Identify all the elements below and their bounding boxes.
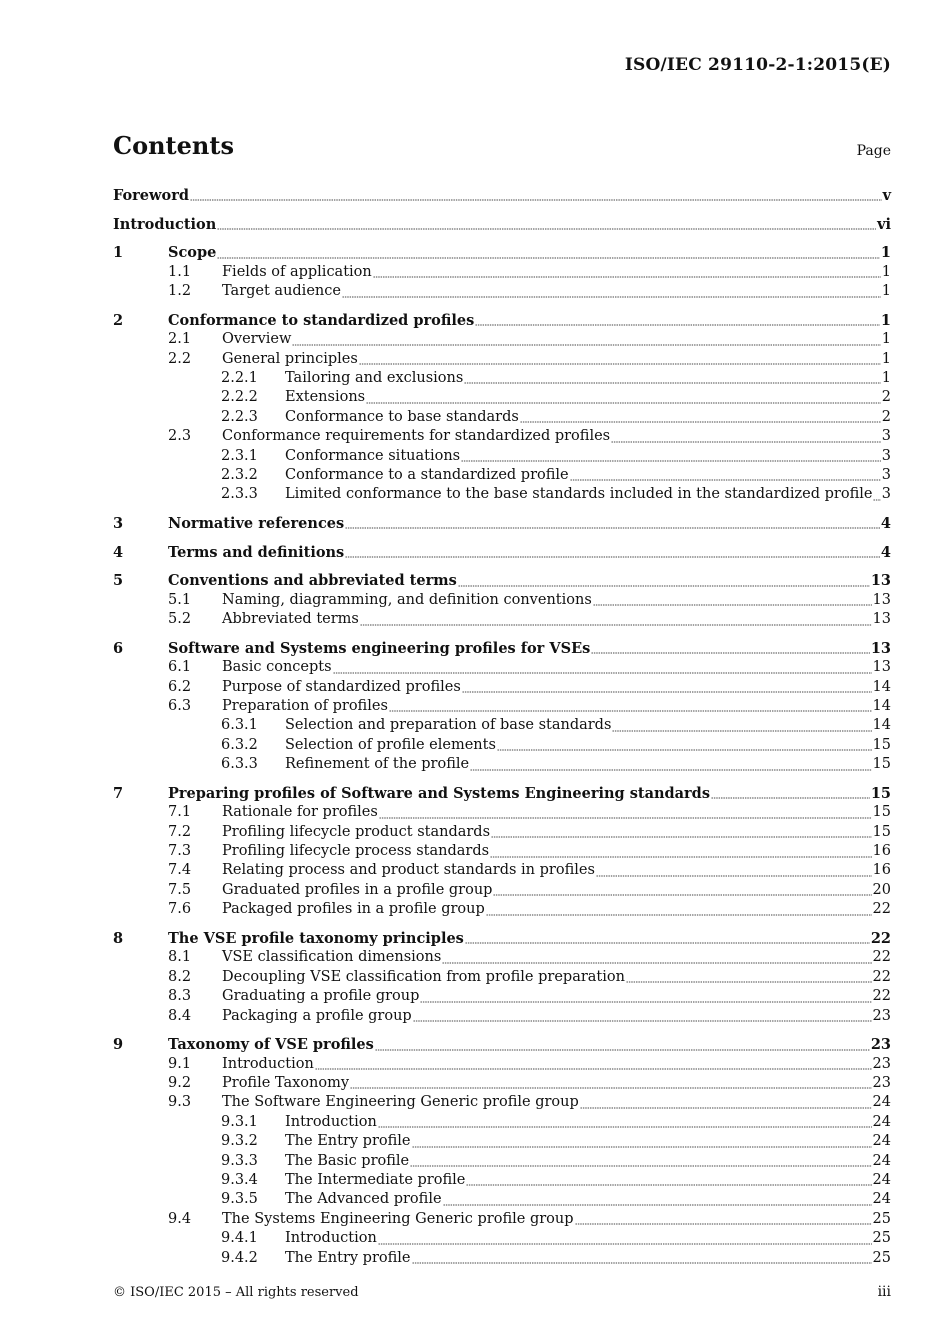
dot-leader <box>413 1010 872 1022</box>
toc-entry-number: 6.2 <box>168 678 192 695</box>
toc-entry-page[interactable]: 13 <box>872 611 891 628</box>
toc-entry-number: 7.2 <box>168 823 192 840</box>
toc-entry-number: 2.2 <box>168 350 192 367</box>
toc-entry-page[interactable]: 23 <box>872 1055 891 1072</box>
dot-leader <box>217 247 880 259</box>
toc-entry-title[interactable]: Basic concepts <box>222 659 332 676</box>
toc-entry-title[interactable]: The Entry profile <box>285 1249 411 1266</box>
toc-entry-page[interactable]: 2 <box>881 408 891 425</box>
toc-entry[interactable] <box>113 948 891 967</box>
toc-entry-page[interactable]: 3 <box>881 486 891 503</box>
toc-entry-title[interactable]: Normative references <box>168 515 345 533</box>
toc-entry[interactable] <box>113 987 891 1006</box>
toc-entry[interactable] <box>113 571 891 590</box>
toc-entry-page[interactable]: 1 <box>880 311 891 329</box>
toc-entry-page[interactable]: vi <box>877 215 891 233</box>
dot-leader <box>466 1174 871 1186</box>
toc-entry[interactable] <box>113 1132 891 1151</box>
toc-entry-title[interactable]: Conformance to base standards <box>285 408 519 425</box>
toc-entry-title[interactable]: Overview <box>222 331 292 348</box>
toc-entry[interactable] <box>113 823 891 842</box>
toc-entry-title[interactable]: VSE classification dimensions <box>222 949 442 966</box>
toc-entry[interactable] <box>113 1152 891 1171</box>
toc-entry[interactable] <box>113 1249 891 1268</box>
toc-entry-title[interactable]: General principles <box>222 350 358 367</box>
toc-entry-page[interactable]: 22 <box>870 929 891 947</box>
toc-entry[interactable] <box>113 1190 891 1209</box>
toc-entry-page[interactable]: 14 <box>872 678 891 695</box>
toc-entry-page[interactable]: 15 <box>870 784 891 802</box>
toc-entry-number: 8.1 <box>168 949 192 966</box>
toc-entry-number: 6 <box>113 639 124 657</box>
toc-entry-page[interactable]: 23 <box>872 1007 891 1024</box>
toc-entry-number: 8.4 <box>168 1007 192 1024</box>
page-title: Contents <box>113 131 234 160</box>
toc-entry-title[interactable]: Selection of profile elements <box>285 736 496 753</box>
toc-entry[interactable] <box>113 736 891 755</box>
page-column-label: Page <box>856 143 891 159</box>
dot-leader <box>580 1097 872 1109</box>
toc-entry-title[interactable]: Preparing profiles of Software and Systems Engineering standards <box>168 784 710 802</box>
dot-leader <box>378 1233 872 1245</box>
toc-entry-number: 1.1 <box>168 263 192 280</box>
toc-entry-title[interactable]: Conventions and abbreviated terms <box>168 572 457 590</box>
toc-entry[interactable] <box>113 1055 891 1074</box>
toc-entry-number: 5.1 <box>168 591 192 608</box>
toc-entry-number: 2.2.1 <box>221 370 258 387</box>
table-of-contents <box>113 186 891 1268</box>
dot-leader <box>490 846 872 858</box>
toc-entry-title[interactable]: Naming, diagramming, and definition conventions <box>222 591 592 608</box>
toc-entry-page[interactable]: 24 <box>872 1191 891 1208</box>
toc-entry[interactable] <box>113 447 891 466</box>
toc-entry-title[interactable]: Packaged profiles in a profile group <box>222 901 485 918</box>
dot-leader <box>873 489 880 501</box>
dot-leader <box>359 353 881 365</box>
toc-entry-title[interactable]: Rationale for profiles <box>222 804 378 821</box>
dot-leader <box>491 826 872 838</box>
toc-entry-number: 2.3.1 <box>221 447 258 464</box>
toc-entry[interactable] <box>113 716 891 735</box>
toc-entry-number: 9.4.1 <box>221 1230 258 1247</box>
toc-entry-page[interactable]: 15 <box>872 736 891 753</box>
dot-leader <box>461 450 881 462</box>
toc-entry-page[interactable]: 1 <box>881 263 891 280</box>
toc-entry-page[interactable]: 15 <box>872 804 891 821</box>
toc-entry[interactable] <box>113 658 891 677</box>
dot-leader <box>412 1136 872 1148</box>
dot-leader <box>360 614 872 626</box>
toc-entry[interactable] <box>113 408 891 427</box>
toc-entry[interactable] <box>113 929 891 948</box>
toc-entry[interactable] <box>113 1229 891 1248</box>
dot-leader <box>345 546 880 558</box>
toc-entry-number: 4 <box>113 543 124 561</box>
toc-entry[interactable] <box>113 968 891 987</box>
dot-leader <box>373 266 881 278</box>
dot-leader <box>520 411 881 423</box>
page-number: iii <box>877 1284 891 1300</box>
toc-entry-number: 1 <box>113 244 124 262</box>
toc-entry-number: 3 <box>113 515 124 533</box>
toc-entry[interactable] <box>113 639 891 658</box>
toc-entry-title[interactable]: Graduating a profile group <box>222 988 420 1005</box>
toc-entry-number: 7.6 <box>168 901 192 918</box>
toc-entry-number: 5 <box>113 572 124 590</box>
toc-entry-title[interactable]: Relating process and product standards in profiles <box>222 862 595 879</box>
toc-entry[interactable] <box>113 803 891 822</box>
toc-entry-title[interactable]: Tailoring and exclusions <box>285 370 464 387</box>
toc-entry-page[interactable]: 3 <box>881 447 891 464</box>
dot-leader <box>465 932 870 944</box>
toc-entry-number: 8.2 <box>168 968 192 985</box>
toc-entry-number: 2.3 <box>168 428 192 445</box>
dot-leader <box>333 662 872 674</box>
dot-leader <box>375 1039 870 1051</box>
toc-entry-number: 9.4.2 <box>221 1249 258 1266</box>
dot-leader <box>379 807 872 819</box>
toc-entry-title[interactable]: Introduction <box>222 1055 314 1072</box>
toc-entry-page[interactable]: 1 <box>881 331 891 348</box>
toc-entry[interactable] <box>113 263 891 282</box>
toc-entry[interactable] <box>113 755 891 774</box>
toc-entry-title[interactable]: The Advanced profile <box>285 1191 442 1208</box>
toc-entry-page[interactable]: 24 <box>872 1094 891 1111</box>
toc-entry-title[interactable]: Profiling lifecycle process standards <box>222 843 490 860</box>
toc-entry-number: 6.3.3 <box>221 756 258 773</box>
toc-entry-page[interactable]: 23 <box>870 1036 891 1054</box>
toc-entry-title[interactable]: Introduction <box>285 1113 377 1130</box>
toc-entry-number: 7.4 <box>168 862 192 879</box>
dot-leader <box>442 952 871 964</box>
dot-leader <box>475 314 880 326</box>
toc-entry-title[interactable]: The Systems Engineering Generic profile group <box>222 1210 574 1227</box>
toc-entry-number: 6.3.2 <box>221 736 258 753</box>
toc-entry-title[interactable]: Profiling lifecycle product standards <box>222 823 491 840</box>
toc-entry[interactable] <box>113 881 891 900</box>
toc-entry-title[interactable]: Purpose of standardized profiles <box>222 678 461 695</box>
toc-entry[interactable] <box>113 697 891 716</box>
toc-entry-number: 9.3.3 <box>221 1152 258 1169</box>
dot-leader <box>462 681 872 693</box>
toc-entry-number: 9.3.5 <box>221 1191 258 1208</box>
toc-entry-page[interactable]: 25 <box>872 1210 891 1227</box>
dot-leader <box>591 642 870 654</box>
toc-entry[interactable] <box>113 350 891 369</box>
toc-entry-page[interactable]: 1 <box>880 244 891 262</box>
toc-entry-number: 9.2 <box>168 1074 192 1091</box>
dot-leader <box>410 1155 871 1167</box>
dot-leader <box>570 469 881 481</box>
toc-entry-title[interactable]: The Software Engineering Generic profile group <box>222 1094 579 1111</box>
dot-leader <box>626 971 872 983</box>
toc-entry-page[interactable]: 14 <box>872 698 891 715</box>
dot-leader <box>470 759 871 771</box>
toc-entry[interactable] <box>113 311 891 330</box>
toc-entry-number: 9.3.4 <box>221 1171 258 1188</box>
toc-entry-page[interactable]: 3 <box>881 466 891 483</box>
toc-entry-page[interactable]: 22 <box>872 988 891 1005</box>
dot-leader <box>611 431 881 443</box>
toc-entry[interactable] <box>113 861 891 880</box>
toc-entry-title[interactable]: Abbreviated terms <box>222 611 359 628</box>
dot-leader <box>443 1194 872 1206</box>
toc-entry-number: 7 <box>113 784 124 802</box>
toc-entry[interactable] <box>113 1210 891 1229</box>
toc-entry[interactable] <box>113 1171 891 1190</box>
toc-entry-title[interactable]: Graduated profiles in a profile group <box>222 881 493 898</box>
toc-entry[interactable] <box>113 543 891 562</box>
toc-entry-page[interactable]: 2 <box>881 389 891 406</box>
toc-entry[interactable] <box>113 1035 891 1054</box>
toc-entry[interactable] <box>113 784 891 803</box>
dot-leader <box>593 594 872 606</box>
toc-entry-page[interactable]: 24 <box>872 1152 891 1169</box>
toc-entry-number: 8.3 <box>168 988 192 1005</box>
dot-leader <box>486 904 872 916</box>
toc-entry-number: 9.1 <box>168 1055 192 1072</box>
toc-entry-number: 6.3.1 <box>221 717 258 734</box>
toc-entry-page[interactable]: 13 <box>870 572 891 590</box>
toc-entry-page[interactable]: 13 <box>870 639 891 657</box>
toc-entry-page[interactable]: 24 <box>872 1171 891 1188</box>
toc-entry-page[interactable]: 24 <box>872 1113 891 1130</box>
copyright-notice: © ISO/IEC 2015 – All rights reserved <box>113 1285 359 1300</box>
toc-entry[interactable] <box>113 842 891 861</box>
toc-entry-page[interactable]: 4 <box>880 515 891 533</box>
toc-entry-page[interactable]: 15 <box>872 823 891 840</box>
toc-entry[interactable] <box>113 243 891 262</box>
toc-entry-title[interactable]: Conformance to a standardized profile <box>285 466 569 483</box>
toc-entry-title[interactable]: Target audience <box>222 283 341 300</box>
dot-leader <box>342 286 881 298</box>
toc-entry[interactable] <box>113 427 891 446</box>
toc-entry-title[interactable]: Refinement of the profile <box>285 756 470 773</box>
dot-leader <box>412 1252 872 1264</box>
toc-entry[interactable] <box>113 466 891 485</box>
toc-entry-number: 2.1 <box>168 331 192 348</box>
toc-entry[interactable] <box>113 900 891 919</box>
toc-entry-title[interactable]: Terms and definitions <box>168 543 345 561</box>
dot-leader <box>612 720 871 732</box>
toc-entry-page[interactable]: 14 <box>872 717 891 734</box>
toc-entry-page[interactable]: 16 <box>872 843 891 860</box>
toc-entry-title[interactable]: Preparation of profiles <box>222 698 388 715</box>
toc-entry-title[interactable]: Conformance requirements for standardized profiles <box>222 428 611 445</box>
toc-entry[interactable] <box>113 1093 891 1112</box>
toc-entry-page[interactable]: 4 <box>880 543 891 561</box>
toc-entry-page[interactable]: 25 <box>872 1230 891 1247</box>
toc-entry-title[interactable]: Scope <box>168 244 217 262</box>
toc-entry-page[interactable]: 3 <box>881 428 891 445</box>
toc-entry-title[interactable]: The Intermediate profile <box>285 1171 466 1188</box>
dot-leader <box>292 334 880 346</box>
toc-entry-page[interactable]: 1 <box>881 350 891 367</box>
toc-entry[interactable] <box>113 186 891 205</box>
toc-entry-number: 9.3.1 <box>221 1113 258 1130</box>
dot-leader <box>217 218 876 230</box>
toc-entry[interactable] <box>113 282 891 301</box>
toc-entry-page[interactable]: v <box>882 187 891 204</box>
toc-entry-page[interactable]: 16 <box>872 862 891 879</box>
toc-entry-number: 9.4 <box>168 1210 192 1227</box>
toc-entry-page[interactable]: 22 <box>872 901 891 918</box>
toc-entry[interactable] <box>113 610 891 629</box>
toc-entry-title[interactable]: Profile Taxonomy <box>222 1074 350 1091</box>
toc-entry-number: 2.2.2 <box>221 389 258 406</box>
dot-leader <box>493 884 871 896</box>
toc-entry-title[interactable]: Taxonomy of VSE profiles <box>168 1036 374 1054</box>
toc-entry-number: 7.3 <box>168 843 192 860</box>
toc-entry-title[interactable]: The Entry profile <box>285 1133 411 1150</box>
toc-entry-title[interactable]: Selection and preparation of base standards <box>285 717 612 734</box>
toc-entry-page[interactable]: 22 <box>872 949 891 966</box>
toc-entry-number: 9.3.2 <box>221 1133 258 1150</box>
toc-entry-number: 2.3.2 <box>221 466 258 483</box>
toc-entry-page[interactable]: 23 <box>872 1074 891 1091</box>
dot-leader <box>711 787 870 799</box>
toc-entry-number: 9.3 <box>168 1094 192 1111</box>
toc-entry-number: 7.1 <box>168 804 192 821</box>
dot-leader <box>345 517 880 529</box>
toc-entry-page[interactable]: 24 <box>872 1133 891 1150</box>
toc-entry[interactable] <box>113 1007 891 1026</box>
dot-leader <box>389 700 872 712</box>
dot-leader <box>315 1058 872 1070</box>
dot-leader <box>575 1213 872 1225</box>
dot-leader <box>366 392 881 404</box>
document-code: ISO/IEC 29110-2-1:2015(E) <box>624 55 891 75</box>
toc-entry-title[interactable]: Conformance to standardized profiles <box>168 311 475 329</box>
toc-entry-number: 2.3.3 <box>221 486 258 503</box>
toc-entry-number: 5.2 <box>168 611 192 628</box>
toc-entry[interactable] <box>113 1074 891 1093</box>
toc-entry[interactable] <box>113 591 891 610</box>
toc-entry[interactable] <box>113 388 891 407</box>
toc-entry-title[interactable]: Decoupling VSE classification from profile preparation <box>222 968 625 985</box>
toc-entry-number: 1.2 <box>168 283 192 300</box>
toc-entry-number: 2.2.3 <box>221 408 258 425</box>
toc-entry[interactable] <box>113 369 891 388</box>
toc-entry-title[interactable]: The VSE profile taxonomy principles <box>168 929 464 947</box>
toc-entry-page[interactable]: 25 <box>872 1249 891 1266</box>
toc-entry-number: 6.1 <box>168 659 192 676</box>
toc-entry-title[interactable]: Introduction <box>113 215 217 233</box>
toc-entry[interactable] <box>113 485 891 504</box>
toc-entry[interactable] <box>113 330 891 349</box>
dot-leader <box>464 372 880 384</box>
toc-entry-page[interactable]: 22 <box>872 968 891 985</box>
toc-entry[interactable] <box>113 514 891 533</box>
toc-entry-title[interactable]: Extensions <box>285 389 366 406</box>
toc-entry-title[interactable]: Packaging a profile group <box>222 1007 412 1024</box>
toc-entry[interactable] <box>113 215 891 234</box>
toc-entry-title[interactable]: Fields of application <box>222 263 372 280</box>
toc-entry-title[interactable]: Introduction <box>285 1230 377 1247</box>
toc-entry-title[interactable]: Foreword <box>113 187 189 204</box>
dot-leader <box>190 189 882 201</box>
toc-entry-page[interactable]: 20 <box>872 881 891 898</box>
toc-entry[interactable] <box>113 678 891 697</box>
toc-entry-number: 6.3 <box>168 698 192 715</box>
dot-leader <box>596 865 872 877</box>
toc-entry-title[interactable]: Limited conformance to the base standards included in the standardized profile <box>285 486 873 503</box>
toc-entry-page[interactable]: 13 <box>872 591 891 608</box>
toc-entry-number: 9 <box>113 1036 124 1054</box>
dot-leader <box>420 991 871 1003</box>
toc-entry-number: 7.5 <box>168 881 192 898</box>
toc-entry-number: 8 <box>113 929 124 947</box>
toc-entry-page[interactable]: 13 <box>872 659 891 676</box>
dot-leader <box>350 1077 872 1089</box>
toc-entry-title[interactable]: Software and Systems engineering profiles for VSEs <box>168 639 591 657</box>
toc-entry-number: 2 <box>113 311 124 329</box>
toc-entry-title[interactable]: The Basic profile <box>285 1152 410 1169</box>
toc-entry-page[interactable]: 1 <box>881 283 891 300</box>
dot-leader <box>378 1116 872 1128</box>
toc-entry-page[interactable]: 1 <box>881 370 891 387</box>
dot-leader <box>458 575 870 587</box>
dot-leader <box>497 739 872 751</box>
toc-entry-page[interactable]: 15 <box>872 756 891 773</box>
toc-entry[interactable] <box>113 1113 891 1132</box>
toc-entry-title[interactable]: Conformance situations <box>285 447 461 464</box>
